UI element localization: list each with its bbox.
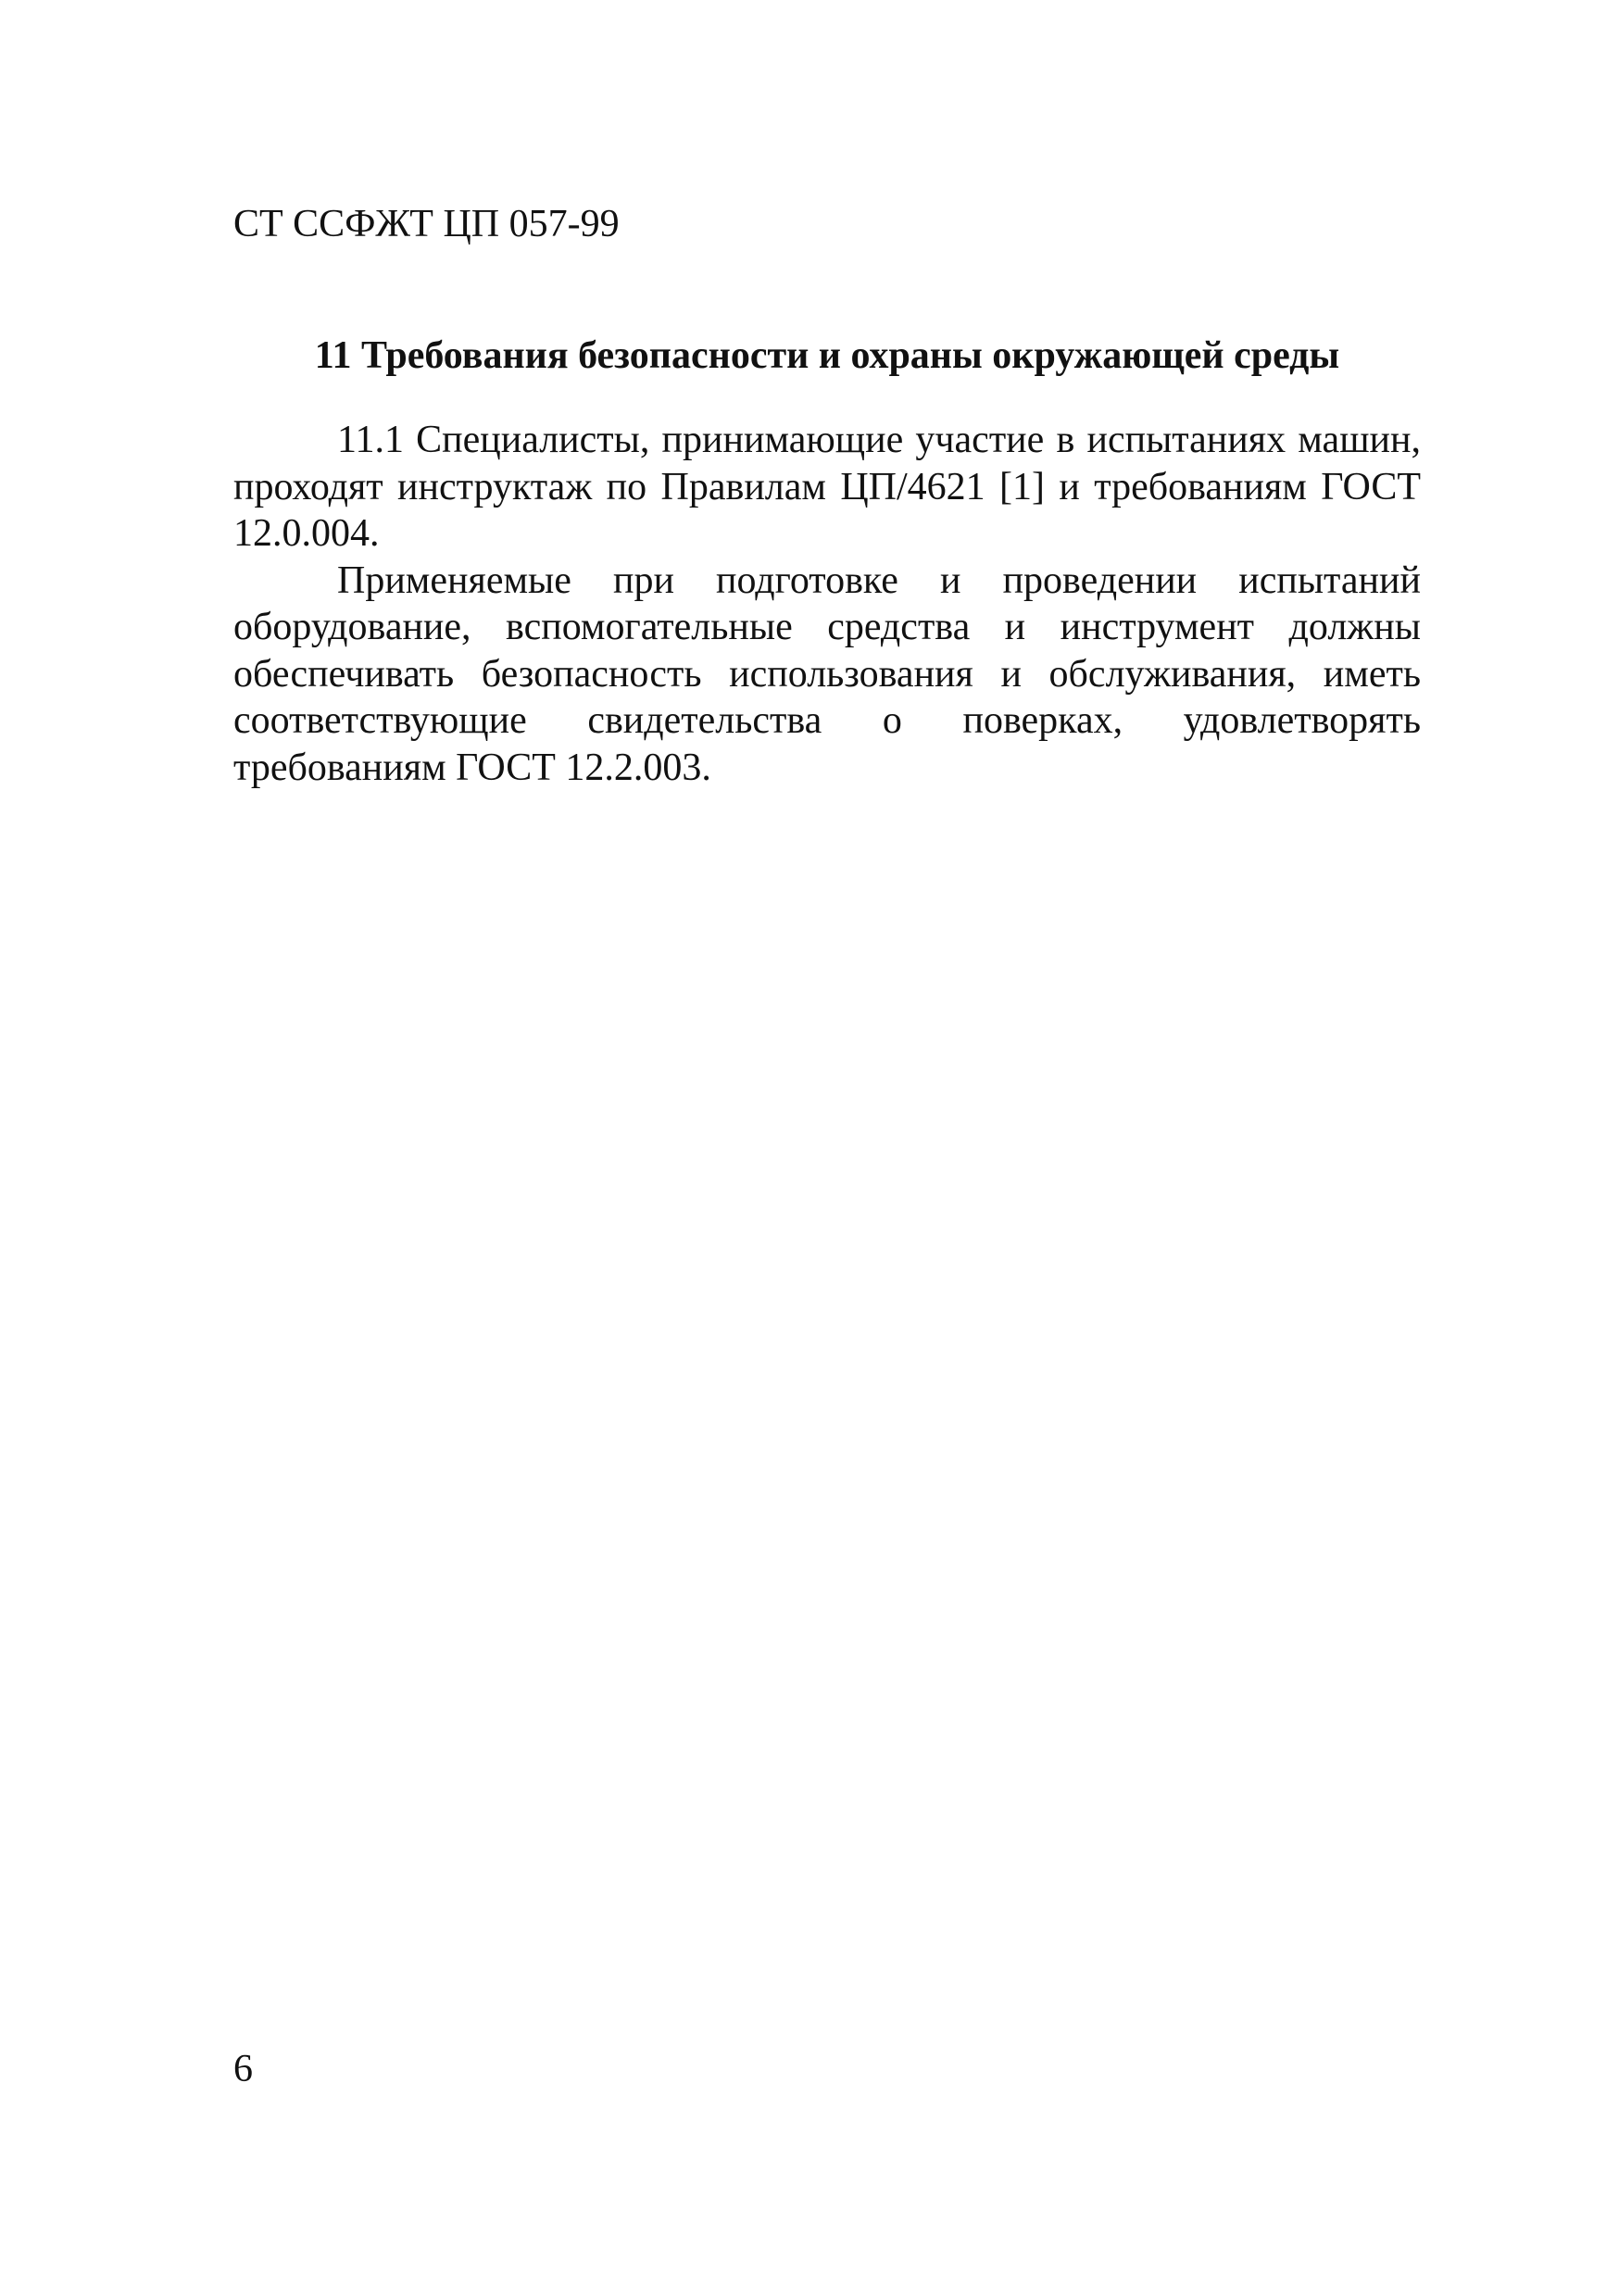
document-code: СТ ССФЖТ ЦП 057-99 — [233, 203, 620, 245]
page-number: 6 — [233, 2048, 253, 2090]
section-body — [233, 417, 1421, 791]
section-title: 11 Требования безопасности и охраны окружающей среды — [314, 334, 1340, 377]
paragraph-11-1: 11.1 Специалисты, принимающие участие в испытаниях машин, проходят инструктаж по Правилам ЦП/4621 [1] и требованиям ГОСТ 12.0.004. — [233, 419, 1421, 555]
paragraph-equipment: Применяемые при подготовке и проведении испытаний оборудование, вспомогательные средства и инструмент должны обеспечивать безопасность использования и обслуживания, иметь соответствующие свидетельства о поверках, удовлетворять требованиям ГОСТ 12.2.003. — [233, 558, 1421, 789]
